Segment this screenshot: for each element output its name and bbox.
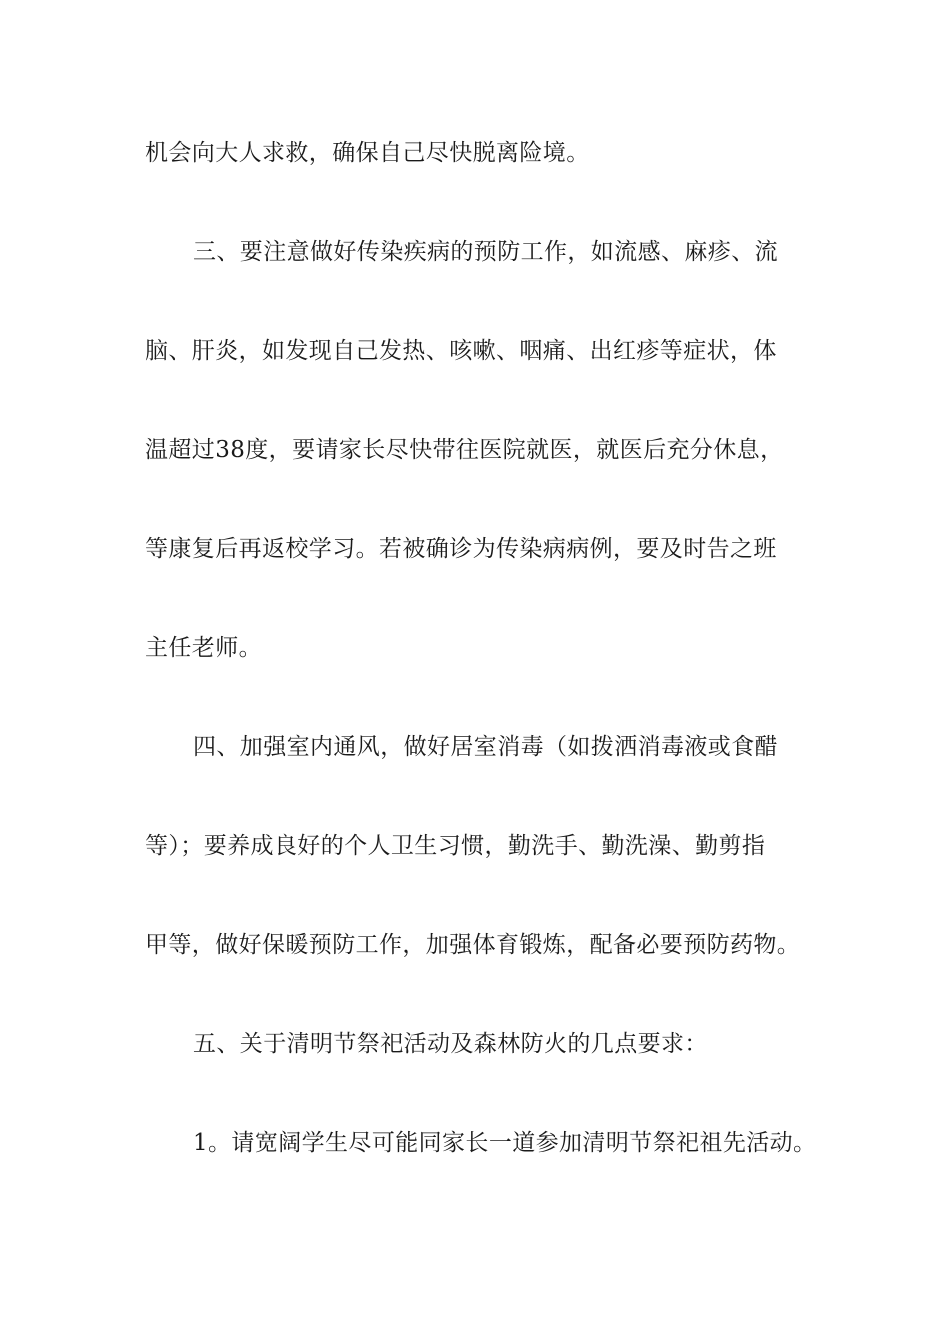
paragraph-line: 1。请宽阔学生尽可能同家长一道参加清明节祭祀祖先活动。 bbox=[193, 1130, 817, 1156]
paragraph-line: 主任老师。 bbox=[145, 635, 262, 661]
paragraph-line: 四、加强室内通风，做好居室消毒（如拨洒消毒液或食醋 bbox=[193, 734, 778, 760]
paragraph-line: 脑、肝炎，如发现自己发热、咳嗽、咽痛、出红疹等症状，体 bbox=[145, 338, 777, 364]
paragraph-line: 温超过38度，要请家长尽快带往医院就医，就医后充分休息， bbox=[145, 437, 784, 463]
paragraph-line: 等）；要养成良好的个人卫生习惯，勤洗手、勤洗澡、勤剪指 bbox=[145, 833, 766, 859]
paragraph-line: 甲等，做好保暖预防工作，加强体育锻炼，配备必要预防药物。 bbox=[145, 932, 801, 958]
paragraph-line: 五、关于清明节祭祀活动及森林防火的几点要求： bbox=[193, 1031, 708, 1057]
paragraph-line: 机会向大人求救，确保自己尽快脱离险境。 bbox=[145, 140, 590, 166]
paragraph-line: 等康复后再返校学习。若被确诊为传染病病例，要及时告之班 bbox=[145, 536, 777, 562]
paragraph-line: 三、要注意做好传染疾病的预防工作，如流感、麻疹、流 bbox=[193, 239, 778, 265]
